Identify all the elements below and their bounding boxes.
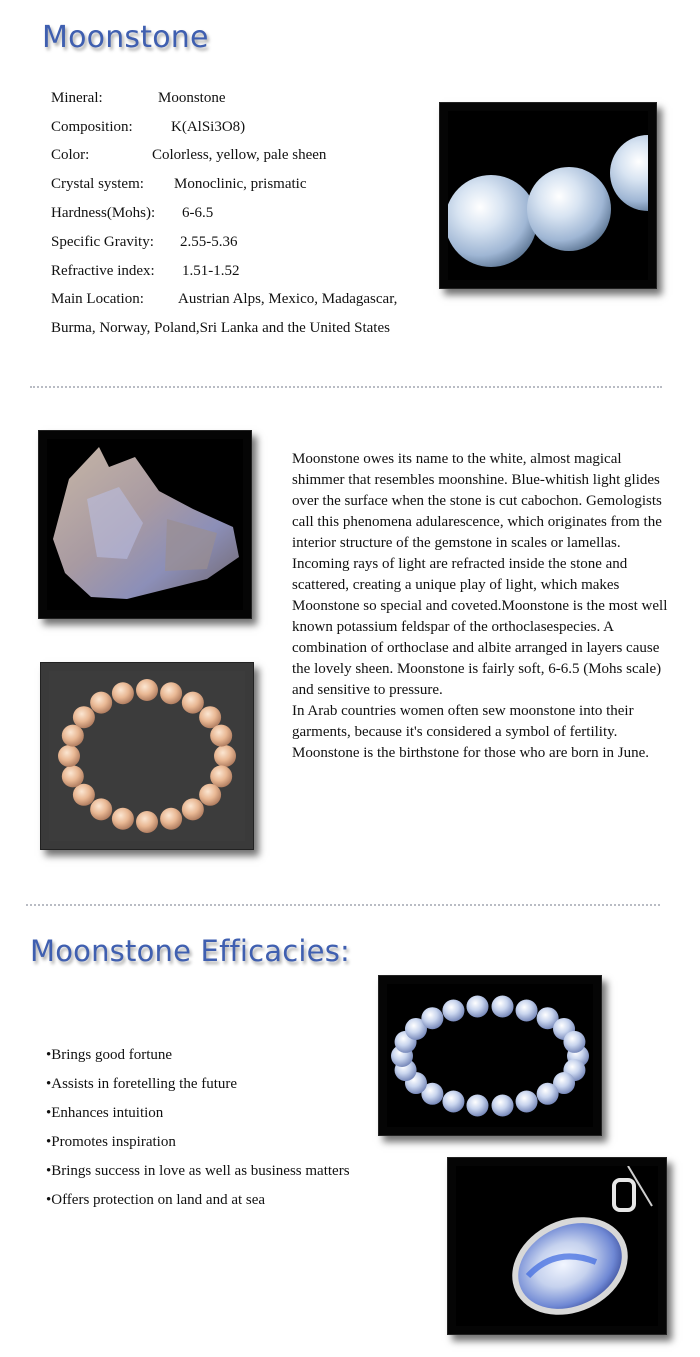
rough-moonstone-image	[38, 430, 252, 619]
bead	[492, 1094, 514, 1116]
property-location-continued: Burma, Norway, Poland,Sri Lanka and the United States	[51, 320, 390, 336]
property-label: Hardness(Mohs):	[51, 205, 156, 221]
bead	[136, 679, 158, 701]
property-label: Mineral:	[51, 90, 103, 106]
bead	[160, 808, 182, 830]
bead	[466, 996, 488, 1018]
bead	[199, 706, 221, 728]
efficacy-item: •Assists in foretelling the future	[46, 1076, 238, 1092]
bead	[492, 996, 514, 1018]
bead	[58, 745, 80, 767]
moonstone-beads-graphic	[448, 111, 648, 280]
property-crystal-system	[51, 176, 307, 193]
description-paragraph: Moonstone is the birthstone for those who are born in June.	[292, 745, 650, 761]
property-label: Color:	[51, 147, 90, 163]
bead	[182, 692, 204, 714]
property-label: Main Location:	[51, 291, 144, 307]
property-label: Specific Gravity:	[51, 234, 154, 250]
bead	[210, 725, 232, 747]
blue-moonstone-bracelet-image	[378, 975, 602, 1136]
bead	[466, 1094, 488, 1116]
property-mineral	[51, 90, 226, 107]
blue-bracelet-graphic	[387, 984, 593, 1127]
bead	[537, 1083, 559, 1105]
bead	[199, 784, 221, 806]
property-specific-gravity	[51, 234, 238, 251]
bead	[62, 765, 84, 787]
property-label: Refractive index:	[51, 263, 155, 279]
bead	[73, 784, 95, 806]
bead	[112, 808, 134, 830]
efficacy-item: •Offers protection on land and at sea	[46, 1192, 266, 1208]
bead	[112, 682, 134, 704]
pendant-graphic	[456, 1166, 658, 1326]
bead	[90, 798, 112, 820]
bead	[442, 1090, 464, 1112]
property-value: Moonstone	[158, 90, 226, 106]
property-composition	[51, 119, 246, 136]
section-divider	[30, 386, 662, 388]
description-paragraph: In Arab countries women often sew moonstone into their garments, because it's considered a symbol of fertility.	[292, 703, 634, 740]
efficacies-list	[46, 1045, 350, 1219]
bead	[90, 692, 112, 714]
bead	[516, 1000, 538, 1022]
bead	[442, 1000, 464, 1022]
property-main-location	[51, 291, 398, 308]
property-refractive-index	[51, 263, 240, 280]
bead	[563, 1031, 585, 1053]
peach-bracelet-graphic	[49, 671, 245, 841]
bead	[516, 1090, 538, 1112]
bead	[214, 745, 236, 767]
peach-moonstone-bracelet-image	[40, 662, 254, 850]
bead	[182, 798, 204, 820]
moonstone-pendant-image	[447, 1157, 667, 1335]
property-value: Colorless, yellow, pale sheen	[152, 147, 327, 163]
bead	[136, 811, 158, 833]
moonstone-beads-image	[439, 102, 657, 289]
property-label: Composition:	[51, 119, 133, 135]
bead	[160, 682, 182, 704]
efficacies-heading: Moonstone Efficacies:	[30, 934, 350, 968]
bead	[210, 765, 232, 787]
rough-moonstone-graphic	[47, 439, 243, 610]
bead	[73, 706, 95, 728]
property-value: Austrian Alps, Mexico, Madagascar,	[178, 291, 398, 307]
efficacy-item: •Brings success in love as well as business matters	[46, 1163, 350, 1179]
moonstone-description	[292, 449, 677, 764]
property-value: K(AlSi3O8)	[171, 119, 246, 135]
bead	[421, 1007, 443, 1029]
property-value: Monoclinic, prismatic	[174, 176, 307, 192]
bead	[62, 725, 84, 747]
page-title: Moonstone	[42, 20, 209, 55]
property-value: 2.55-5.36	[180, 234, 238, 250]
efficacy-item: •Brings good fortune	[46, 1047, 173, 1063]
property-label: Crystal system:	[51, 176, 144, 192]
property-color	[51, 147, 327, 164]
efficacy-item: •Promotes inspiration	[46, 1134, 176, 1150]
efficacy-item: •Enhances intuition	[46, 1105, 164, 1121]
property-value: 1.51-1.52	[182, 263, 240, 279]
description-paragraph: Moonstone owes its name to the white, almost magical shimmer that resembles moonshine. Blue-whitish light glides over the surface when the stone is cut cabochon. Gemologists call this phenomena adularescence, which originates from the interior structure of the gemstone in scales or lamellas. Incoming rays of light are refracted inside the stone and scattered, creating a unique play of light, which makes Moonstone so special and coveted.Moonstone is the most well known potassium feldspar of the orthoclasespecies. A combination of orthoclase and albite arranged in layers cause the lovely sheen. Moonstone is fairly soft, 6-6.5 (Mohs scale) and sensitive to pressure.	[292, 451, 668, 698]
property-hardness	[51, 205, 214, 222]
property-value: 6-6.5	[182, 205, 214, 221]
section-divider	[26, 904, 660, 906]
